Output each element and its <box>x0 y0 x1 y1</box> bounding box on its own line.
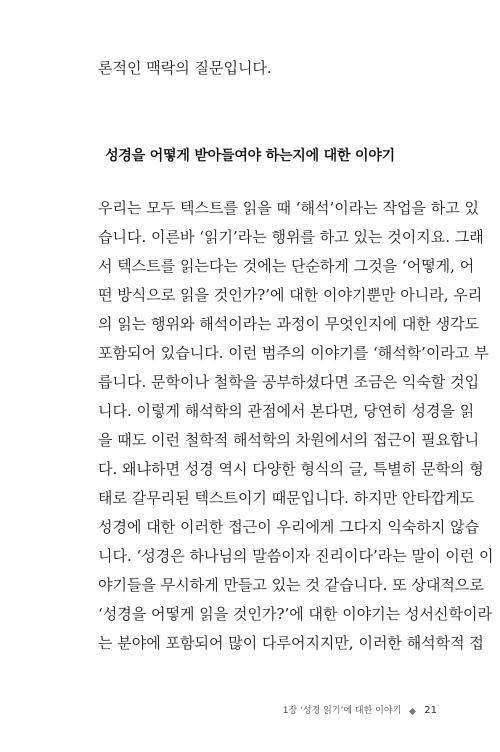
paragraph-line: 서 텍스트를 읽는다는 것에는 단순하게 그것을 ‘어떻게, 어 <box>98 257 475 275</box>
paragraph-line: 다. 왜냐하면 성경 역시 다양한 형식의 글, 특별히 문학의 형 <box>98 460 484 478</box>
paragraph-line: 태로 갈무리된 텍스트이기 때문입니다. 하지만 안타깝게도 <box>98 489 475 507</box>
paragraph-line: 야기들을 무시하게 만들고 있는 것 같습니다. 또 상대적으로 <box>98 576 484 594</box>
paragraph-line: 포함되어 있습니다. 이런 범주의 이야기를 ‘해석학’이라고 부 <box>98 344 489 362</box>
footer-chapter-title: 1장 ‘성경 읽기’에 대한 이야기 <box>282 705 402 716</box>
paragraph-line: 습니다. 이른바 ‘읽기’라는 행위를 하고 있는 것이지요. 그래 <box>98 228 484 246</box>
paragraph-line: 성경에 대한 이러한 접근이 우리에게 그다지 익숙하지 않습 <box>98 518 480 536</box>
paragraph-line: 떤 방식으로 읽을 것인가?’에 대한 이야기뿐만 아니라, 우리 <box>98 286 483 304</box>
section-heading: 성경을 어떻게 받아들여야 하는지에 대한 이야기 <box>105 148 395 164</box>
paragraph-line: ‘성경을 어떻게 읽을 것인가?’에 대한 이야기는 성서신학이라 <box>98 605 492 623</box>
paragraph-line: 우리는 모두 텍스트를 읽을 때 ‘해석’이라는 작업을 하고 있 <box>98 199 479 217</box>
paragraph-line: 니다. ‘성경은 하나님의 말씀이자 진리이다’라는 말이 이런 이 <box>98 547 494 565</box>
carry-over-line: 론적인 맥락의 질문입니다. <box>98 59 272 77</box>
paragraph-line: 의 읽는 행위와 해석이라는 과정이 무엇인지에 대한 생각도 <box>98 315 480 333</box>
running-footer <box>283 706 437 716</box>
paragraph-line: 을 때도 이런 철학적 해석학의 차원에서의 접근이 필요합니 <box>98 431 480 449</box>
paragraph-line: 는 분야에 포함되어 많이 다루어지지만, 이러한 해석학적 접 <box>98 634 484 652</box>
diamond-separator-icon <box>409 707 416 714</box>
page-number: 21 <box>424 705 437 716</box>
paragraph-line: 릅니다. 문학이나 철학을 공부하셨다면 조금은 익숙할 것입 <box>98 373 480 391</box>
paragraph-line: 니다. 이렇게 해석학의 관점에서 본다면, 당연히 성경을 읽 <box>98 402 475 420</box>
